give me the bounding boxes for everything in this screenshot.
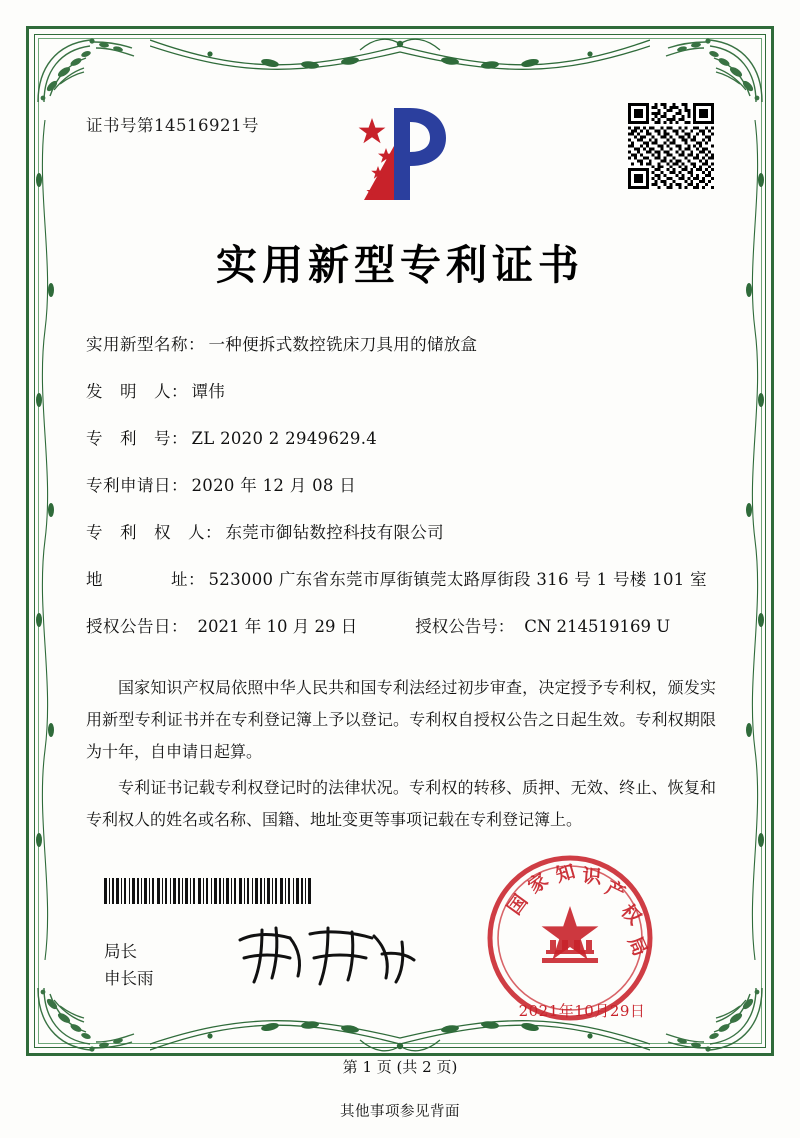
svg-text:识: 识 [581,865,603,889]
field-colon: ： [188,335,205,354]
field-label: 专利申请日 [86,475,171,495]
corner-ornament-icon [34,34,154,106]
field-value: 一种便拆式数控铣床刀具用的储放盒 [208,335,478,354]
field-list [86,333,716,658]
svg-text:产: 产 [601,876,629,905]
field-application-date [86,474,716,498]
corner-ornament-icon [34,984,154,1056]
svg-text:局: 局 [623,933,652,960]
director-name-label: 申长雨 [104,969,154,989]
field-patentee [86,521,716,545]
field-utility-model-name [86,333,716,357]
field-inventor [86,380,716,404]
svg-text:知: 知 [553,860,578,887]
field-value: 523000 广东省东莞市厚街镇莞太路厚街段 316 号 1 号楼 101 室 [208,569,707,589]
field-label: 发 明 人 [86,381,171,401]
field-colon: ： [188,569,205,589]
field-colon: ： [171,381,188,401]
director-role-label: 局长 [104,942,137,961]
field-colon: ： [171,428,188,448]
grant-date-value: 2021 年 10 月 29 日 [197,616,358,636]
svg-text:国: 国 [503,890,533,919]
field-label: 地 址 [86,569,188,589]
field-label: 授权公告日 [86,616,171,636]
field-colon: ： [497,616,515,636]
cnipa-logo-icon [348,100,458,215]
svg-text:权: 权 [616,900,646,930]
field-value: ZL 2020 2 2949629.4 [191,428,378,448]
svg-text:家: 家 [524,869,553,899]
paragraph: 专利证书记载专利权登记时的法律状况。专利权的转移、质押、无效、终止、恢复和专利权人的姓名或名称、国籍、地址变更等事项记载在专利登记簿上。 [86,778,716,829]
top-ornament-icon [150,30,650,76]
footer-note: 其他事项参见背面 [340,1104,460,1120]
field-label: 专 利 权 人 [86,522,205,542]
page-number: 第 1 页 (共 2 页) [342,1058,458,1076]
certificate-number: 证书号第14516921号 [86,116,259,135]
field-colon: ： [205,522,222,542]
field-value: 谭伟 [191,381,226,401]
field-label: 实用新型名称 [86,335,188,354]
corner-ornament-icon [646,34,766,106]
grant-number-value: CN 214519169 U [524,616,671,636]
field-patent-number [86,427,716,451]
field-value: 2020 年 12 月 08 日 [191,475,357,495]
field-address [86,568,716,592]
qr-code-icon [628,103,714,189]
official-red-seal-icon [484,852,656,1024]
paragraph: 国家知识产权局依照中华人民共和国专利法经过初步审查，决定授予专利权，颁发实用新型专利证书并在专利登记簿上予以登记。专利权自授权公告之日起生效。专利权期限为十年，自申请日起算。 [86,678,716,761]
grant-number-label: 授权公告号 [415,616,498,636]
legal-text [86,672,716,840]
handwritten-signature-icon [232,920,422,992]
signature-block [104,938,154,992]
field-value: 东莞市御钻数控科技有限公司 [225,522,444,542]
field-label: 专 利 号 [86,428,171,448]
field-grant-announcement [86,615,716,639]
barcode-icon [104,878,312,904]
field-colon: ： [171,475,188,495]
field-colon: ： [171,616,188,636]
page-title: 实用新型专利证书 [216,241,584,289]
seal-date: 2021年10月29日 [518,1002,646,1020]
